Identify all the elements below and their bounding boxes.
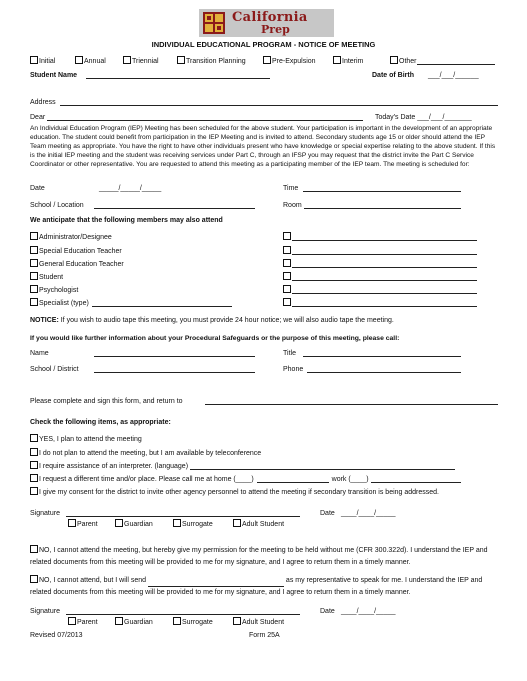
member-student[interactable]: Student [30,272,63,281]
checkbox[interactable] [75,56,83,64]
checkbox[interactable] [30,285,38,293]
address-label: Address [30,99,56,106]
role-surrogate-1[interactable]: Surrogate [173,519,213,528]
todays-date[interactable]: Today's Date ___/___/_______ [375,114,472,121]
school-location-label: School / Location [30,202,84,209]
signature-field-2[interactable] [66,607,300,615]
checkbox[interactable] [263,56,271,64]
meeting-type-other[interactable]: Other [390,56,495,65]
checkbox[interactable] [390,56,398,64]
checkbox[interactable] [68,617,76,625]
meeting-type-initial[interactable]: Initial [30,56,55,65]
no-option-representative[interactable]: NO, I cannot attend, but I will send as my representative to speak for me. I understand the IEP and related documents from this meeting will be provided to me for my signature, and I agree to return them in a timely manner. [30,577,483,596]
checkbox[interactable] [30,56,38,64]
phone-label: Phone [283,366,304,373]
address-field[interactable] [60,98,498,106]
procedural-safeguards: If you would like further information about your Procedural Safeguards or the purpose of this meeting, please call: [30,335,400,342]
no-option-permission[interactable]: NO, I cannot attend the meeting, but hereby give my permission for the meeting to be held without me (CFR 300.322d). I understand the IEP and related documents from this meeting will be provided to me for my signature, and I agree to return them in a timely manner. [30,547,488,566]
dob-label: Date of Birth [372,72,414,79]
checkbox[interactable] [30,545,38,553]
check-consent[interactable]: I give my consent for the district to invite other agency personnel to attend the meeting if secondary transition is being addressed. [30,487,439,496]
logo-line1: California [232,10,308,25]
member-blank-6[interactable] [283,298,477,307]
checkbox[interactable] [30,448,38,456]
member-administrator[interactable]: Administrator/Designee [30,232,112,241]
check-yes-attend[interactable]: YES, I plan to attend the meeting [30,434,142,443]
checkbox[interactable] [68,519,76,527]
checkbox[interactable] [30,461,38,469]
school-district-label: School / District [30,366,79,373]
member-blank-1[interactable] [283,232,477,241]
meeting-type-interim[interactable]: Interim [333,56,363,65]
member-psychologist[interactable]: Psychologist [30,285,78,294]
checkbox[interactable] [30,259,38,267]
school-district-field[interactable] [94,365,255,373]
return-to-label: Please complete and sign this form, and return to [30,398,183,405]
member-blank-4[interactable] [283,272,477,281]
checkbox[interactable] [333,56,341,64]
checkbox[interactable] [115,519,123,527]
member-blank-5[interactable] [283,285,477,294]
dob-field[interactable]: ___/___/______ [428,72,479,79]
sig-date-label-2: Date [320,608,335,615]
meeting-date-field[interactable]: _____/_____/_____ [99,185,162,192]
checkbox[interactable] [283,232,291,240]
checkbox[interactable] [30,298,38,306]
notice: NOTICE: If you wish to audio tape this meeting, you must provide 24 hour notice; we will also audio tape the meeting. [30,317,394,324]
representative-field[interactable] [148,579,284,587]
member-specialist[interactable]: Specialist (type) [30,298,232,307]
member-blank-3[interactable] [283,259,477,268]
checkbox[interactable] [30,487,38,495]
signature-label-2: Signature [30,608,60,615]
crest-icon [202,11,226,35]
role-guardian-2[interactable]: Guardian [115,617,153,626]
check-items-heading: Check the following items, as appropriate: [30,419,171,426]
role-guardian-1[interactable]: Guardian [115,519,153,528]
member-blank-2[interactable] [283,246,477,255]
sig-date-field-2[interactable]: ____/____/_____ [341,608,396,615]
checkbox[interactable] [30,575,38,583]
signature-field-1[interactable] [66,509,300,517]
checkbox[interactable] [30,232,38,240]
form-number: Form 25A [249,632,280,639]
checkbox[interactable] [283,272,291,280]
dear-label: Dear [30,114,46,121]
form-title: INDIVIDUAL EDUCATIONAL PROGRAM - NOTICE OF MEETING [151,40,376,49]
time-field[interactable] [303,184,461,192]
student-name-field[interactable] [86,71,270,79]
checkbox[interactable] [115,617,123,625]
time-label: Time [283,185,299,192]
home-phone-field[interactable] [257,475,329,483]
checkbox[interactable] [30,434,38,442]
dear-field[interactable] [47,113,363,121]
checkbox[interactable] [233,519,241,527]
check-teleconference[interactable]: I do not plan to attend the meeting, but I am available by teleconference [30,448,261,457]
checkbox[interactable] [30,474,38,482]
room-label: Room [283,202,302,209]
check-interpreter[interactable]: I require assistance of an interpreter. (language) [30,461,455,470]
role-adult-student-2[interactable]: Adult Student [233,617,284,626]
contact-title-field[interactable] [303,349,461,357]
signature-label-1: Signature [30,510,60,517]
work-phone-field[interactable] [371,475,461,483]
checkbox[interactable] [30,246,38,254]
check-different-time[interactable]: I request a different time and/or place. Please call me at home (____) work (____) [30,474,461,483]
checkbox[interactable] [173,519,181,527]
role-surrogate-2[interactable]: Surrogate [173,617,213,626]
specialist-type-field[interactable] [92,299,232,307]
date-label: Date [30,185,45,192]
other-field[interactable] [417,57,495,65]
language-field[interactable] [190,462,455,470]
role-adult-student-1[interactable]: Adult Student [233,519,284,528]
meeting-type-pre-expulsion[interactable]: Pre-Expulsion [263,56,316,65]
checkbox[interactable] [177,56,185,64]
school-location-field[interactable] [94,201,255,209]
checkbox[interactable] [173,617,181,625]
sig-date-label-1: Date [320,510,335,517]
intro-paragraph: An Individual Education Program (IEP) Meeting has been scheduled for the above student. Your participation is important in the development of an appropriate education. The student could benefit from participation in the IEP Meeting and is invited to attend. Secondary students age 15 or older should attend the IEP Team meeting as appropriate. You have the right to have other individuals present who have knowledge or special expertise relating to the above student. If this is the initial IEP meeting and the student was receiving services under Part C, through an IFSP you may request that the district invite the Part C Service Coordinator or other representative. You are requested to attend this meeting as a participating member of the IEP team. The meeting is scheduled for: [30,125,496,168]
checkbox[interactable] [30,272,38,280]
checkbox[interactable] [283,259,291,267]
room-field[interactable] [304,201,461,209]
checkbox[interactable] [123,56,131,64]
meeting-type-annual[interactable]: Annual [75,56,106,65]
checkbox[interactable] [283,298,291,306]
sig-date-field-1[interactable]: ____/____/_____ [341,510,396,517]
member-sped-teacher[interactable]: Special Education Teacher [30,246,122,255]
return-to-field[interactable] [205,397,498,405]
revised-date: Revised 07/2013 [30,632,83,639]
checkbox[interactable] [283,246,291,254]
contact-title-label: Title [283,350,296,357]
checkbox[interactable] [233,617,241,625]
role-parent-2[interactable]: Parent [68,617,98,626]
member-gened-teacher[interactable]: General Education Teacher [30,259,124,268]
logo-line2: Prep [261,23,290,36]
contact-name-field[interactable] [94,349,255,357]
student-name-label: Student Name [30,72,78,79]
role-parent-1[interactable]: Parent [68,519,98,528]
meeting-type-triennial[interactable]: Triennial [123,56,159,65]
meeting-type-transition[interactable]: Transition Planning [177,56,246,65]
school-logo [199,9,334,37]
checkbox[interactable] [283,285,291,293]
contact-name-label: Name [30,350,49,357]
members-heading: We anticipate that the following members may also attend [30,217,223,224]
phone-field[interactable] [307,365,461,373]
